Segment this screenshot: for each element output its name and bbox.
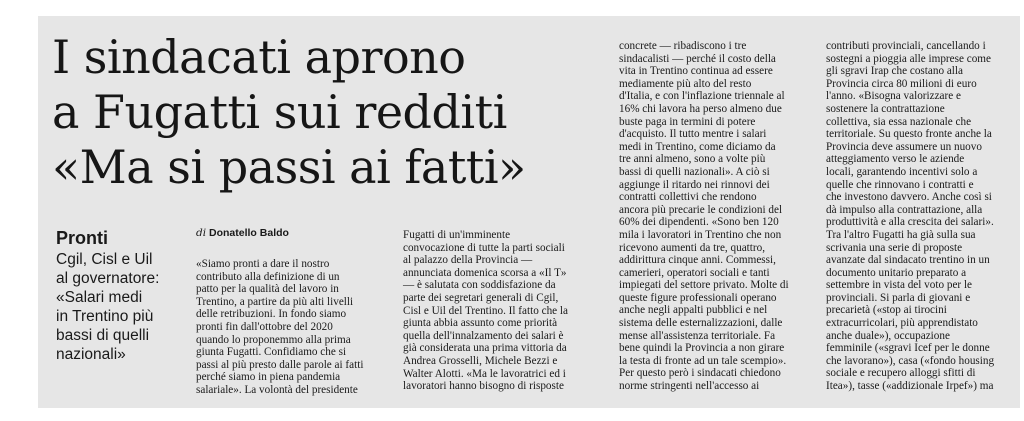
body-line: scrivania una serie di proposte bbox=[826, 241, 963, 254]
body-line: collettiva, sia essa nazionale che bbox=[826, 115, 972, 128]
body-line: anche negli appalti pubblici e nel bbox=[619, 304, 768, 317]
body-line: impiegati del settore privato. Molte di bbox=[619, 279, 789, 292]
kicker: Pronti bbox=[56, 228, 108, 248]
body-line: ancora più precarie le condizioni del bbox=[619, 203, 783, 216]
body-line: territoriale. Su questo fronte anche la bbox=[826, 128, 992, 141]
body-line: Trentino, a partire da più alti livelli bbox=[196, 295, 354, 308]
body-line: 16% chi lavora ha perso almeno due bbox=[619, 102, 782, 115]
body-column-2 bbox=[403, 229, 613, 393]
body-line: passi al più presto dalle parole ai fatti bbox=[196, 358, 364, 371]
body-line: perché siamo in piena pandemia bbox=[196, 371, 341, 384]
body-line: anche duale»), occupazione bbox=[826, 329, 950, 342]
body-line: sostenere la contrattazione bbox=[826, 102, 945, 115]
summary bbox=[56, 250, 206, 364]
body-line: salariale». La volontà del presidente bbox=[196, 383, 358, 396]
body-line: bassi di quelli nazionali». A ciò si bbox=[619, 165, 770, 178]
body-line: Provincia deve assumere un nuovo bbox=[826, 140, 982, 153]
body-line: locali, garantendo incentivi solo a bbox=[826, 165, 978, 178]
body-line: sostegni a pioggia alle imprese come bbox=[826, 52, 991, 65]
body-line: Walter Alotti. «Ma le lavoratrici ed i bbox=[403, 367, 566, 380]
body-line: Fugatti di un'imminente bbox=[403, 229, 511, 241]
body-line: documento unitario preparato a bbox=[826, 266, 967, 279]
body-line: aggiunge il ritardo nei rinnovi dei bbox=[619, 178, 770, 191]
body-line: d'acquisto. Il tutto mentre i salari bbox=[619, 128, 767, 141]
body-line: giunta Fugatti. Confidiamo che si bbox=[196, 346, 347, 359]
summary-line: in Trentino più bbox=[56, 308, 154, 325]
summary-line: nazionali» bbox=[56, 346, 126, 363]
body-line: avanzate dal sindacato trentino in un bbox=[826, 254, 990, 267]
body-line: queste figure professionali operano bbox=[619, 291, 777, 304]
body-line: sistema delle esternalizzazioni, dalle bbox=[619, 317, 783, 330]
headline-line: «Ma si passi ai fatti» bbox=[52, 140, 526, 194]
body-column-4 bbox=[826, 40, 1020, 393]
body-line: che lavorano»), casa («fondo housing bbox=[826, 354, 995, 367]
summary-line: Cgil, Cisl e Uil bbox=[56, 251, 153, 268]
body-line: parte dei segretari generali di Cgil, bbox=[403, 291, 559, 304]
body-line: 60% dei dipendenti. «Sono ben 120 bbox=[619, 216, 779, 229]
body-line: ricevono aumenti da tre, quattro, bbox=[619, 241, 766, 254]
body-line: Tra l'altro Fugatti ha già sulla sua bbox=[826, 228, 976, 241]
body-line: concrete — ribadiscono i tre bbox=[619, 40, 747, 52]
body-line: quella dell'innalzamento dei salari è bbox=[403, 329, 564, 342]
body-line: norme stringenti nell'accesso ai bbox=[619, 380, 760, 393]
body-line: contributo alla definizione di un bbox=[196, 270, 340, 283]
body-line: Provincia circa 80 milioni di euro bbox=[826, 77, 977, 90]
body-column-1 bbox=[196, 258, 376, 397]
headline bbox=[52, 30, 612, 195]
summary-line: «Salari medi bbox=[56, 289, 143, 306]
body-line: «Siamo pronti a dare il nostro bbox=[196, 258, 330, 270]
body-line: al palazzo della Provincia — bbox=[403, 254, 533, 267]
body-line: sociale e recupero alloggi sfitti di bbox=[826, 367, 976, 380]
body-line: dà impulso alla contrattazione, alla bbox=[826, 203, 983, 216]
body-line: gli sgravi Irap che costano alla bbox=[826, 65, 963, 78]
body-line: Cisl e Uil del Trentino. Il fatto che la bbox=[403, 304, 568, 317]
body-line: precarietà («stop ai tirocini bbox=[826, 304, 947, 317]
body-line: camerieri, operatori sociali e tanti bbox=[619, 266, 770, 279]
body-line: già considerata una prima vittoria da bbox=[403, 342, 567, 355]
body-line: extracurricolari, più apprendistato bbox=[826, 317, 978, 330]
body-line: provinciali. Si parla di giovani e bbox=[826, 291, 971, 304]
body-line: settembre in vista del voto per le bbox=[826, 279, 973, 292]
headline-line: I sindacati aprono bbox=[52, 30, 466, 84]
body-line: contributi provinciali, cancellando i bbox=[826, 40, 986, 52]
body-line: sindacalisti — perché il costo della bbox=[619, 52, 776, 65]
body-line: pronti fin dall'ottobre del 2020 bbox=[196, 320, 333, 333]
body-line: quando lo proponemmo alla prima bbox=[196, 333, 351, 346]
body-column-3 bbox=[619, 40, 824, 393]
body-line: medi in Trentino, come diciamo da bbox=[619, 140, 776, 153]
body-line: femminile («sgravi Icef per le donne bbox=[826, 342, 990, 355]
body-line: quelle che rinnovano i contratti e bbox=[826, 178, 974, 191]
byline-prefix: di bbox=[196, 227, 207, 239]
body-line: giunta abbia assunto come priorità bbox=[403, 317, 558, 330]
body-line: mediamente più alto del resto bbox=[619, 77, 752, 90]
body-line: Andrea Grosselli, Michele Bezzi e bbox=[403, 354, 558, 367]
author-name: Donatello Baldo bbox=[209, 227, 289, 239]
body-line: addirittura cinque anni. Commessi, bbox=[619, 254, 776, 267]
body-line: bene quindi la Provincia a non girare bbox=[619, 342, 785, 355]
body-line: la testa di fronte ad un tale scempio». bbox=[619, 354, 787, 367]
body-line: mila i lavoratori in Trentino che non bbox=[619, 228, 782, 241]
body-line: l'anno. «Bisogna valorizzare e bbox=[826, 90, 961, 103]
body-line: tre anni almeno, sono a volte più bbox=[619, 153, 766, 166]
body-line: d'Italia, e con l'inflazione triennale al bbox=[619, 90, 785, 103]
body-line: delle retribuzioni. In fondo siamo bbox=[196, 308, 347, 321]
newspaper-clipping bbox=[38, 16, 1020, 408]
body-line: che investono davvero. Anche così si bbox=[826, 191, 992, 204]
body-line: lavoratori hanno bisogno di risposte bbox=[403, 380, 564, 393]
body-line: Per questo però i sindacati chiedono bbox=[619, 367, 781, 380]
summary-line: al governatore: bbox=[56, 270, 160, 287]
summary-line: bassi di quelli bbox=[56, 327, 150, 344]
body-line: atteggiamento verso le aziende bbox=[826, 153, 965, 166]
body-line: annunciata domenica scorsa a «Il T» bbox=[403, 266, 567, 279]
body-line: patto per la qualità del lavoro in bbox=[196, 283, 339, 296]
body-line: mense all'assistenza territoriale. Fa bbox=[619, 329, 776, 342]
body-line: buste paga in termini di potere bbox=[619, 115, 756, 128]
byline bbox=[196, 227, 289, 239]
body-line: vita in Trentino continua ad essere bbox=[619, 65, 773, 78]
body-line: contratti collettivi che rendono bbox=[619, 191, 757, 204]
headline-line: a Fugatti sui redditi bbox=[52, 85, 507, 139]
body-line: Itea»), tasse («addizionale Irpef») ma bbox=[826, 380, 994, 393]
body-line: — è salutata con soddisfazione da bbox=[403, 279, 556, 292]
body-line: produttività e alla crescita dei salari». bbox=[826, 216, 994, 229]
body-line: convocazione di tutte la parti sociali bbox=[403, 241, 565, 254]
